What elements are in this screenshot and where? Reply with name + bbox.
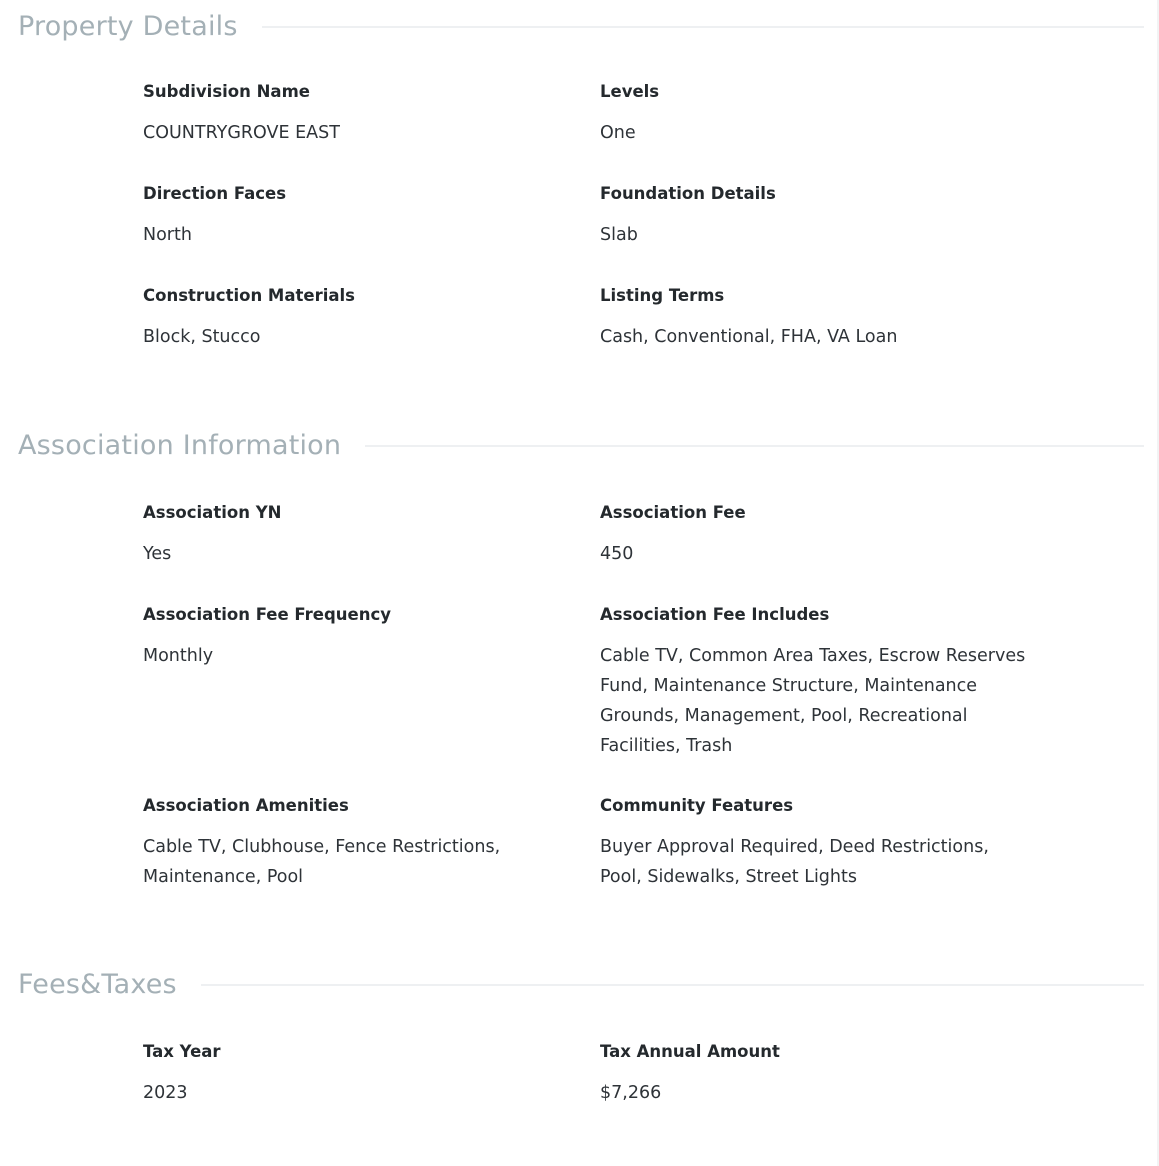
field-label: Association Amenities	[143, 796, 349, 815]
field-label: Direction Faces	[143, 184, 287, 203]
field-label: Foundation Details	[600, 184, 776, 203]
field-value: Cash, Conventional, FHA, VA Loan	[600, 327, 898, 347]
section-divider	[365, 445, 1144, 447]
section-header-property-details	[18, 10, 1144, 44]
section-title: Association Information	[18, 430, 342, 461]
field-association-amenities	[143, 795, 543, 892]
field-value: Yes	[143, 544, 172, 564]
field-listing-terms	[600, 285, 1030, 352]
field-value: $7,266	[600, 1083, 662, 1103]
section-header-fees-taxes	[18, 968, 1144, 1002]
field-label: Association Fee Includes	[600, 605, 830, 624]
field-foundation-details	[600, 183, 1030, 250]
field-value: North	[143, 225, 192, 245]
field-association-fee-frequency	[143, 604, 543, 671]
field-value: One	[600, 123, 636, 143]
field-label: Subdivision Name	[143, 82, 310, 101]
field-value: 450	[600, 544, 634, 564]
field-value: Slab	[600, 225, 638, 245]
field-value: Cable TV, Clubhouse, Fence Restrictions, Maintenance, Pool	[143, 837, 501, 887]
field-label: Community Features	[600, 796, 794, 815]
field-label: Tax Annual Amount	[600, 1042, 780, 1061]
section-title: Property Details	[18, 11, 238, 42]
field-value: COUNTRYGROVE EAST	[143, 123, 340, 143]
field-direction-faces	[143, 183, 543, 250]
section-title: Fees&Taxes	[18, 969, 177, 1000]
field-value: Cable TV, Common Area Taxes, Escrow Reserves Fund, Maintenance Structure, Maintenance Grounds, Management, Pool, Recreational Facilities, Trash	[600, 646, 1026, 756]
field-association-fee	[600, 502, 1030, 569]
section-divider	[201, 984, 1144, 986]
section-header-association-information	[18, 429, 1144, 463]
field-label: Association YN	[143, 503, 282, 522]
field-association-yn	[143, 502, 543, 569]
field-levels	[600, 81, 1030, 148]
field-label: Tax Year	[143, 1042, 221, 1061]
field-value: 2023	[143, 1083, 188, 1103]
field-label: Association Fee Frequency	[143, 605, 391, 624]
section-divider	[262, 26, 1144, 28]
field-tax-year	[143, 1041, 543, 1108]
field-label: Construction Materials	[143, 286, 355, 305]
field-label: Association Fee	[600, 503, 746, 522]
field-label: Listing Terms	[600, 286, 725, 305]
field-subdivision-name	[143, 81, 543, 148]
field-label: Levels	[600, 82, 660, 101]
field-association-fee-includes	[600, 604, 1030, 761]
field-value: Monthly	[143, 646, 214, 666]
field-value: Buyer Approval Required, Deed Restrictions, Pool, Sidewalks, Street Lights	[600, 837, 989, 887]
field-tax-annual-amount	[600, 1041, 1030, 1108]
field-construction-materials	[143, 285, 543, 352]
field-value: Block, Stucco	[143, 327, 261, 347]
field-community-features	[600, 795, 1030, 892]
